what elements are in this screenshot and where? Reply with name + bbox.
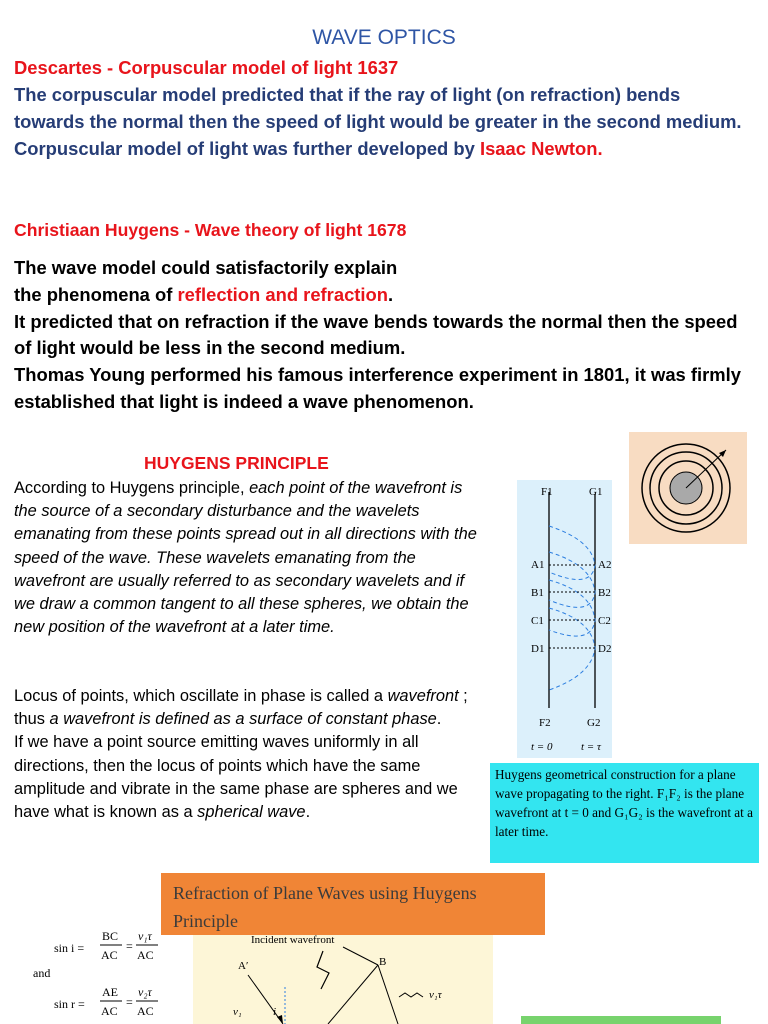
locus-sentence (14, 685, 474, 731)
refraction-figure-svg (193, 935, 493, 1024)
huygens-principle-title: HUYGENS PRINCIPLE (144, 453, 329, 473)
wavelet-arc-2 (549, 552, 595, 607)
wave-line-1: The wave model could satisfactorily explain (14, 257, 398, 278)
eq-ae: AE (102, 985, 118, 999)
ps-2: spherical wave (197, 803, 306, 822)
label-v1: v₁ (233, 1006, 242, 1018)
label-d2: D2 (598, 643, 612, 655)
label-g2: G2 (587, 717, 601, 729)
wave-theory-paragraph (14, 255, 759, 416)
v1tau-wave (399, 993, 423, 997)
label-i: i (273, 1006, 277, 1018)
plane-wavefront-svg (517, 480, 612, 758)
label-incident-wavefront: Incident wavefront (251, 935, 335, 946)
label-f2: F2 (539, 717, 551, 729)
locus-5: . (436, 710, 442, 729)
eq-v1t: v₁τ (138, 929, 152, 943)
label-a1: A1 (531, 559, 545, 571)
newton-line-text: Corpuscular model of light was further developed by (14, 137, 480, 159)
label-b: B (379, 956, 387, 968)
label-b1: B1 (531, 587, 544, 599)
locus-3: ; thus (14, 687, 468, 729)
incident-ray-2 (343, 947, 378, 965)
ps-3: . (305, 803, 311, 822)
wavefront-squiggle (317, 951, 329, 989)
eq-ac-4: AC (137, 1004, 154, 1018)
label-c2: C2 (598, 615, 611, 627)
plane-wavefront-figure (517, 480, 612, 758)
newton-name: Isaac Newton. (479, 137, 603, 159)
page-title: WAVE OPTICS (312, 26, 456, 49)
descartes-heading: Descartes - Corpuscular model of light 1637 (14, 57, 399, 78)
label-a-prime: A′ (238, 960, 249, 972)
spherical-wavefront-svg (629, 432, 747, 544)
eq-v2t: v₂τ (138, 985, 152, 999)
wave-line-2-suffix: . (388, 283, 394, 305)
wave-line-2-prefix: the phenomena of (14, 283, 178, 305)
huygens-principle-paragraph (14, 477, 484, 639)
eq-sin-r: sin r = (54, 997, 85, 1011)
wave-line-3: It predicted that on refraction if the wave bends towards the normal then the speed of light would be less in the second medium. (14, 310, 738, 359)
label-t0: t = 0 (531, 741, 553, 753)
eq-ac-1: AC (101, 948, 118, 962)
label-g1: G1 (589, 486, 603, 498)
wavefront-line (328, 965, 378, 1024)
figure-caption: Huygens geometrical construction for a plane wave propagating to the right. F₁F₂ is the plane wavefront at t = 0 and G₁G₂ is the wavefront at a later time. (490, 763, 759, 863)
corpuscular-paragraph (14, 82, 754, 162)
locus-4: a wavefront is defined as a surface of constant phase (49, 710, 437, 729)
hp-intro: According to Huygens principle, (14, 479, 250, 497)
label-f1: F1 (541, 486, 553, 498)
ps-1: If we have a point source emitting waves uniformly in all directions, then the locus of points which have the same amplitude and vibrate in the same phase are spheres and we have what is known as a (14, 733, 458, 822)
locus-1: Locus of points, which oscillate in phase is called a (14, 687, 388, 705)
newton-line (14, 136, 754, 163)
wave-line-2 (14, 282, 759, 309)
eq-equals-2: = (126, 995, 133, 1009)
label-c1: C1 (531, 615, 544, 627)
spherical-wavefront-figure (629, 432, 747, 544)
point-source-sentence (14, 731, 474, 824)
ray-b (378, 965, 398, 1024)
eq-and: and (33, 966, 51, 980)
green-box-edge (521, 1016, 721, 1024)
refraction-figure (193, 935, 493, 1024)
radius-arrow (686, 450, 726, 488)
eq-equals-1: = (126, 939, 133, 953)
hp-definition: each point of the wavefront is the source of a secondary disturbance and the wavelets emanating from these points spread out in all directions with the speed of the wave. These wavelets emanating from the wavefront are usually referred to as secondary wavelets and if we draw a common tangent to all these spheres, we obtain the new position of the wavefront at a later time. (14, 479, 477, 637)
incident-ray-1 (248, 975, 283, 1024)
label-a2: A2 (598, 559, 612, 571)
label-ttau: t = τ (581, 741, 601, 753)
snell-equations (30, 928, 190, 1024)
label-d1: D1 (531, 643, 545, 655)
eq-ac-3: AC (101, 1004, 118, 1018)
wavelet-arc-4 (549, 608, 595, 690)
label-b2: B2 (598, 587, 611, 599)
wavelet-arc-1 (549, 526, 595, 580)
eq-ac-2: AC (137, 948, 154, 962)
reflection-refraction-highlight: reflection and refraction (177, 283, 388, 305)
wavefront-paragraph (14, 685, 474, 824)
eq-sin-i: sin i = (54, 941, 85, 955)
locus-2: wavefront (387, 687, 459, 705)
eq-bc: BC (102, 929, 119, 943)
corpuscular-text: The corpuscular model predicted that if the ray of light (on refraction) bends towards the normal then the speed of light would be greater in the second medium. (14, 84, 742, 132)
label-v1tau: v₁τ (429, 989, 442, 1001)
refraction-banner: Refraction of Plane Waves using Huygens Principle (161, 873, 545, 935)
equations-svg (30, 928, 190, 1024)
wavelet-arc-3 (549, 580, 595, 636)
wave-line-4: Thomas Young performed his famous interference experiment in 1801, it was firmly established that light is indeed a wave phenomenon. (14, 364, 741, 412)
huygens-heading: Christiaan Huygens - Wave theory of light 1678 (14, 220, 407, 240)
